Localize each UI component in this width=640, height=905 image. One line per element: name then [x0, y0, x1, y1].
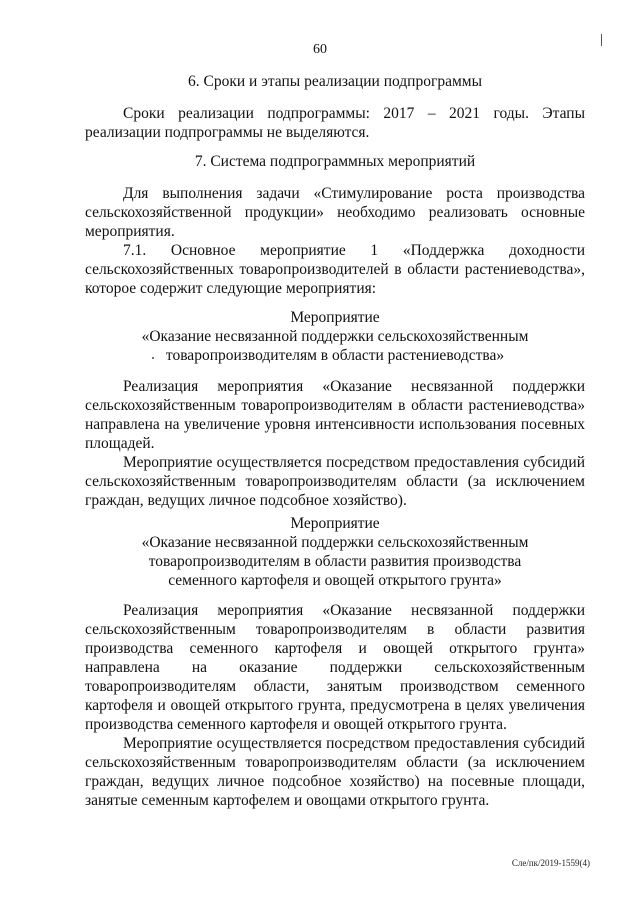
- section-7-text: [85, 184, 585, 298]
- paragraph: Реализация мероприятия «Оказание несвязанной поддержки сельскохозяйственным товаропроизводителям в области развития производства семенного картофеля и овощей открытого грунта» направлена на оказание поддержки сельскохозяйственным товаропроизводителям области, занятым производством семенного картофеля и овощей открытого грунта, предусмотрена в целях увеличения производства семенного картофеля и овощей открытого грунта.: [85, 602, 585, 733]
- measure-2-text: [85, 601, 585, 810]
- section-6-heading: 6. Сроки и этапы реализации подпрограммы: [187, 73, 482, 90]
- paragraph: Сроки реализации подпрограммы: 2017 – 2021 годы. Этапы реализации подпрограммы не выделяются.: [85, 105, 585, 141]
- section-7-heading: 7. Система подпрограммных мероприятий: [194, 153, 476, 170]
- document-code: Сле/пк/2019-1559(4): [511, 858, 590, 868]
- measure-2-name-line-2: товаропроизводителям в области развития производства: [148, 553, 522, 570]
- measure-1-title: Мероприятие: [290, 309, 380, 326]
- section-6-text: [85, 104, 585, 142]
- measure-2-name-line-3: семенного картофеля и овощей открытого грунта»: [168, 572, 502, 589]
- measure-1-name-line-2: товаропроизводителям в области растениеводства»: [165, 347, 505, 364]
- measure-2-title: Мероприятие: [290, 515, 380, 532]
- measure-2-name-line-1: «Оказание несвязанной поддержки сельскохозяйственным: [141, 534, 529, 551]
- paragraph: Мероприятие осуществляется посредством предоставления субсидий сельскохозяйственным товаропроизводителям области (за исключением граждан, ведущих личное подсобное хозяйство) на посевные площади, занятые семенным картофелем и овощами открытого грунта.: [85, 735, 585, 809]
- measure-1-text: [85, 377, 585, 510]
- paragraph: 7.1. Основное мероприятие 1 «Поддержка доходности сельскохозяйственных товаропроизводителей в области растениеводства», которое содержит следующие мероприятия:: [85, 242, 585, 297]
- measure-1-name-line-1: «Оказание несвязанной поддержки сельскохозяйственным: [141, 328, 529, 345]
- paragraph: Для выполнения задачи «Стимулирование роста производства сельскохозяйственной продукции» необходимо реализовать основные мероприятия.: [85, 185, 585, 240]
- paragraph: Реализация мероприятия «Оказание несвязанной поддержки сельскохозяйственным товаропроизводителям в области растениеводства» направлена на увеличение уровня интенсивности использования посевных площадей.: [85, 378, 585, 452]
- page-number: 60: [313, 42, 327, 57]
- speck: [152, 357, 154, 359]
- paragraph: Мероприятие осуществляется посредством предоставления субсидий сельскохозяйственным товаропроизводителям области (за исключением граждан, ведущих личное подсобное хозяйство).: [85, 454, 585, 509]
